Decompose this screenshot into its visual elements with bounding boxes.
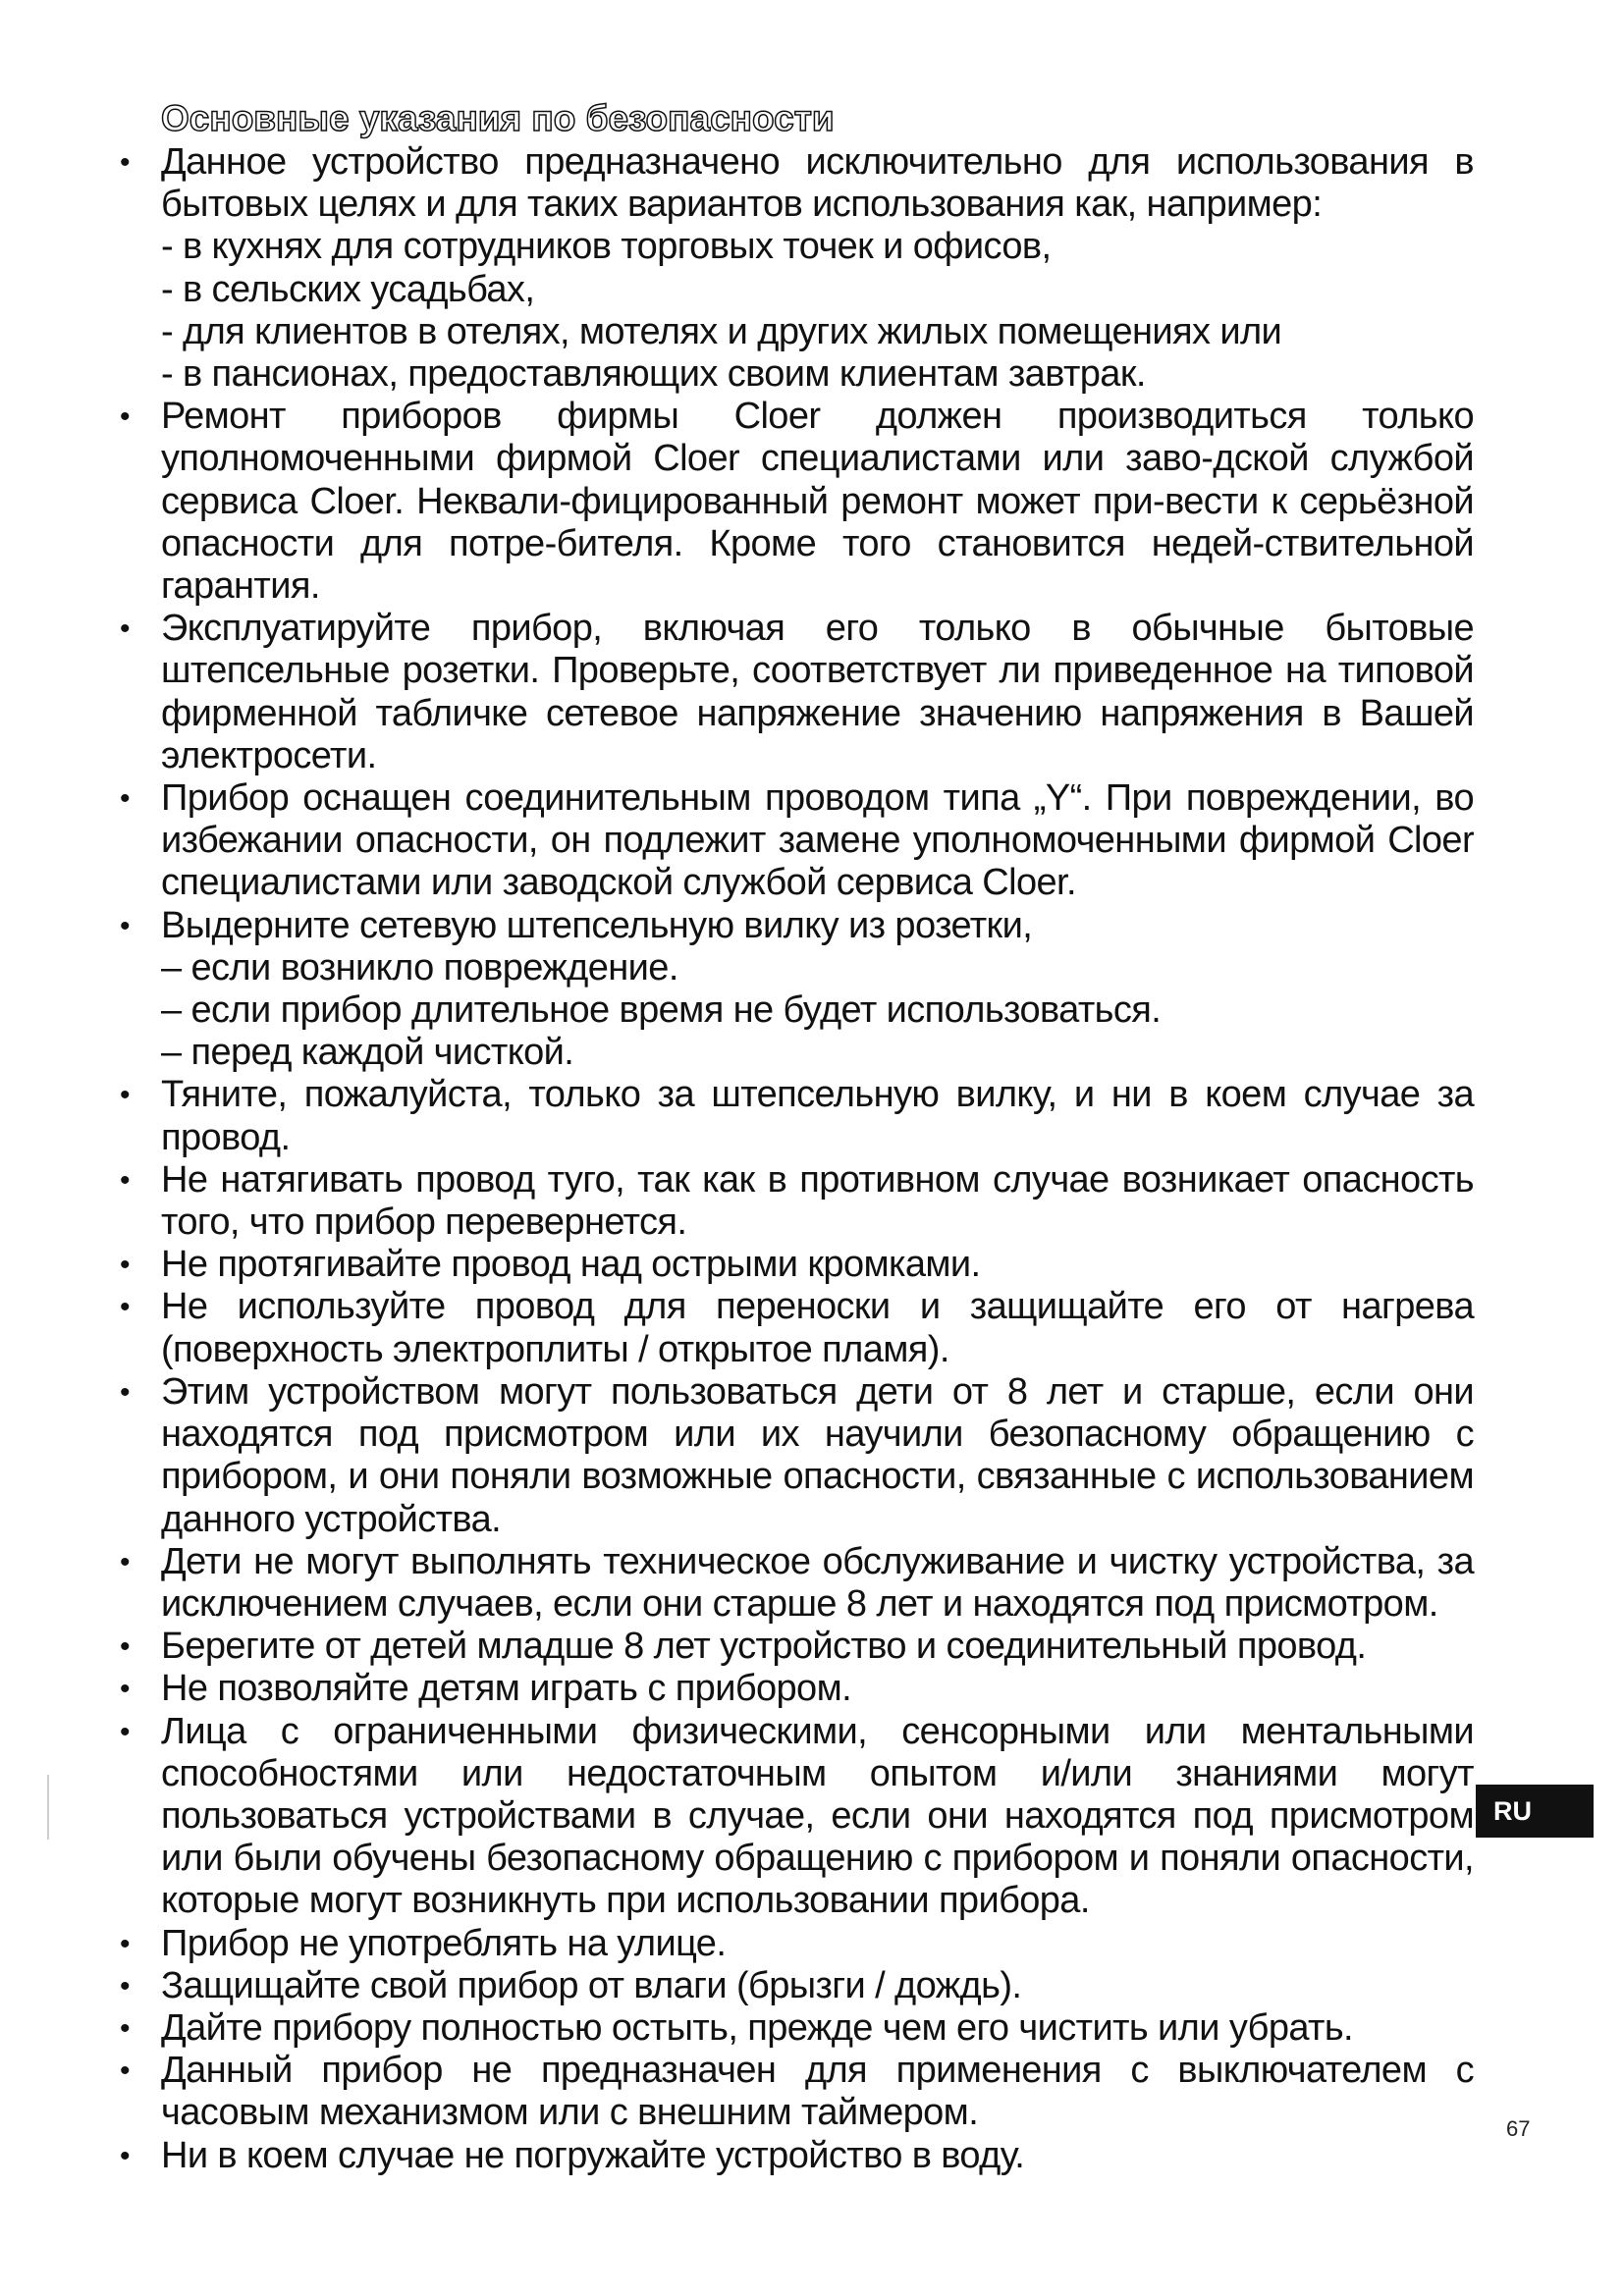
bullet-subitem: - в кухнях для сотрудников торговых точек и офисов, — [161, 226, 1052, 268]
bullet-icon: • — [120, 146, 130, 179]
bullet-icon: • — [120, 1715, 130, 1748]
bullet-subitem: - в сельских усадьбах, — [161, 268, 535, 310]
bullet-text: Данное устройство предназначено исключительно для использования в бытовых целях и для таких вариантов использования как, например: — [161, 141, 1474, 226]
bullet-icon: • — [120, 1291, 130, 1324]
bullet-subitem: - для клиентов в отелях, мотелях и других жилых помещениях или — [161, 310, 1282, 352]
bullet-icon: • — [120, 1375, 130, 1409]
bullet-icon: • — [120, 1927, 130, 1960]
page-number: 67 — [1506, 2116, 1531, 2141]
list-item — [114, 1965, 1474, 2007]
bullet-text: Ремонт приборов фирмы Cloer должен производиться только уполномоченными фирмой Cloer специалистами или заво-дской службой сервиса Cloer. Неквали-фицированный ремонт может при-вести к серьёзной опасности для потре-бителя. Кроме того становится недей-ствительной гарантия. — [161, 396, 1474, 608]
bullet-list — [114, 141, 1474, 2177]
bullet-text: Дайте прибору полностью остыть, прежде чем его чистить или убрать. — [161, 2006, 1354, 2049]
page-title: Основные указания по безопасности — [161, 98, 835, 138]
bullet-text: Не натягивать провод туго, так как в противном случае возникает опасность того, что прибор перевернется. — [161, 1158, 1474, 1244]
bullet-icon: • — [120, 2011, 130, 2045]
bullet-text: Данный прибор не предназначен для применения с выключателем с часовым механизмом или с внешним таймером. — [161, 2050, 1474, 2134]
list-item — [114, 396, 1474, 608]
bullet-subitem: – если прибор длительное время не будет использоваться. — [161, 989, 1162, 1032]
bullet-subitem: - в пансионах, предоставляющих своим клиентам завтрак. — [161, 353, 1146, 396]
language-tab: RU — [1476, 1785, 1594, 1838]
list-item — [114, 1923, 1474, 1965]
list-item — [114, 1074, 1474, 1158]
list-item — [114, 1371, 1474, 1541]
list-item — [114, 905, 1474, 1075]
list-item — [114, 1541, 1474, 1626]
list-item — [114, 2135, 1474, 2177]
bullet-text: Выдерните сетевую штепсельную вилку из розетки, — [161, 904, 1033, 946]
bullet-icon: • — [120, 2139, 130, 2172]
bullet-text: Эксплуатируйте прибор, включая его только в обычные бытовые штепсельные розетки. Проверьте, соответствует ли приведенное на типовой фирменной табличке сетевое напряжение значению напряжения в Вашей электросети. — [161, 608, 1474, 776]
bullet-icon: • — [120, 1969, 130, 2002]
bullet-icon: • — [120, 400, 130, 434]
bullet-icon: • — [120, 1630, 130, 1664]
bullet-text: Защищайте свой прибор от влаги (брызги / дождь). — [161, 1964, 1022, 2006]
list-item — [114, 1711, 1474, 1923]
list-item — [114, 1286, 1474, 1370]
bullet-text: Прибор оснащен соединительным проводом типа „Y“. При повреждении, во избежании опасности, он подлежит замене уполномоченными фирмой Cloer специалистами или заводской службой сервиса Cloer. — [161, 777, 1474, 904]
bullet-text: Берегите от детей младше 8 лет устройство и соединительный провод. — [161, 1626, 1367, 1668]
bullet-icon: • — [120, 1249, 130, 1282]
bullet-icon: • — [120, 782, 130, 816]
bullet-subitem: – если возникло повреждение. — [161, 946, 678, 988]
list-item — [114, 2050, 1474, 2134]
bullet-text: Прибор не употреблять на улице. — [161, 1922, 727, 1964]
bullet-subitem: – перед каждой чисткой. — [161, 1032, 574, 1074]
bullet-text: Лица с ограниченными физическими, сенсорными или ментальными способностями или недостаточным опытом и/или знаниями могут пользоваться устройствами в случае, если они находятся под присмотром или были обучены безопасному обращению с прибором и поняли опасности, которые могут возникнуть при использовании прибора. — [161, 1710, 1474, 1922]
bullet-icon: • — [120, 909, 130, 942]
bullet-text: Ни в коем случае не погружайте устройство в воду. — [161, 2134, 1025, 2176]
bullet-text: Не используйте провод для переноски и защищайте его от нагрева (поверхность электроплиты / открытое пламя). — [161, 1286, 1474, 1370]
bullet-icon: • — [120, 613, 130, 646]
list-item — [114, 608, 1474, 777]
list-item — [114, 777, 1474, 905]
list-item — [114, 1159, 1474, 1244]
list-item — [114, 1668, 1474, 1710]
bullet-icon: • — [120, 1673, 130, 1706]
bullet-text: Дети не могут выполнять техническое обслуживание и чистку устройства, за исключением случаев, если они старше 8 лет и находятся под присмотром. — [161, 1540, 1474, 1625]
safety-instructions — [114, 141, 1474, 2177]
list-item — [114, 2007, 1474, 2050]
bullet-text: Не позволяйте детям играть с прибором. — [161, 1668, 852, 1710]
bullet-text: Не протягивайте провод над острыми кромками. — [161, 1244, 981, 1286]
bullet-icon: • — [120, 1079, 130, 1112]
list-item — [114, 141, 1474, 396]
bullet-text: Тяните, пожалуйста, только за штепсельную вилку, и ни в коем случае за провод. — [161, 1074, 1474, 1158]
bullet-icon: • — [120, 1545, 130, 1578]
bullet-icon: • — [120, 1163, 130, 1197]
bullet-text: Этим устройством могут пользоваться дети от 8 лет и старше, если они находятся под присмотром или их научили безопасному обращению с прибором, и они поняли возможные опасности, связанные с использованием данного устройства. — [161, 1370, 1474, 1540]
list-item — [114, 1244, 1474, 1286]
list-item — [114, 1626, 1474, 1668]
bullet-icon: • — [120, 2055, 130, 2088]
margin-divider — [47, 1775, 49, 1840]
